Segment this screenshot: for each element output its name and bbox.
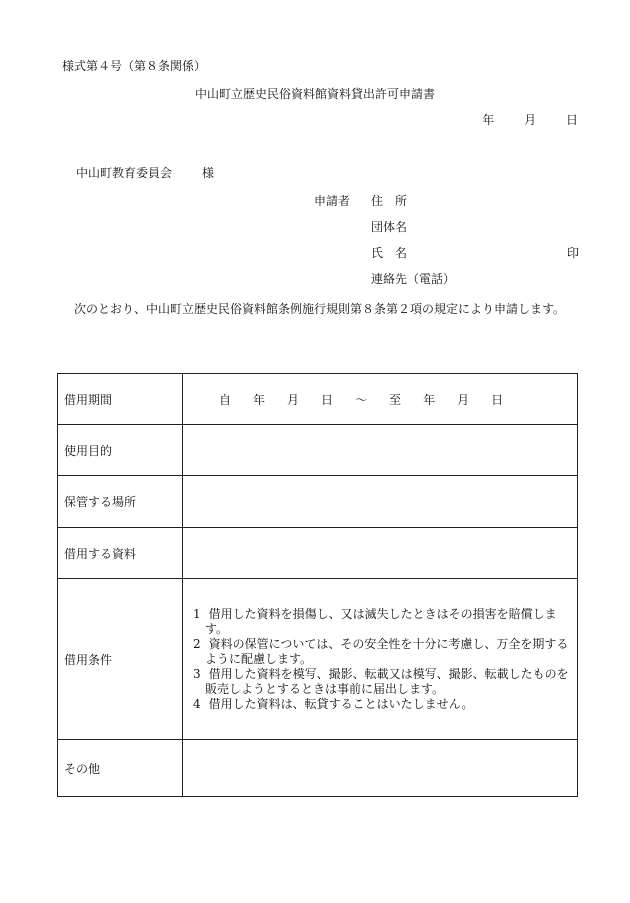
table-row-other: [58, 740, 578, 797]
form-number: 様式第４号（第８条関係）: [62, 59, 207, 73]
addressee-name: 中山町教育委員会: [76, 166, 173, 180]
applicant-address-label: 住 所: [371, 194, 408, 208]
date-year-label: 年: [482, 113, 495, 127]
materials-label: 借用する資料: [58, 528, 183, 579]
storage-location-field[interactable]: [183, 476, 578, 528]
applicant-organization-label: 団体名: [371, 220, 408, 234]
condition-text: 資料の保管については、その安全性を十分に考慮し、万全を期するように配慮します。: [205, 636, 569, 666]
period-to-day: 日: [491, 392, 504, 407]
condition-item: [193, 697, 571, 712]
table-row-period: [58, 374, 578, 425]
condition-text: 借用した資料は、転貸することはいたしません。: [208, 696, 474, 711]
table-row-conditions: [58, 579, 578, 740]
table-row-storage: [58, 476, 578, 528]
period-tilde: ～: [355, 392, 368, 407]
purpose-label: 使用目的: [58, 425, 183, 476]
materials-field[interactable]: [183, 528, 578, 579]
period-label: 借用期間: [58, 374, 183, 425]
applicant-contact-label: 連絡先（電話）: [371, 272, 456, 286]
other-field[interactable]: [183, 740, 578, 797]
condition-number: 4: [193, 696, 201, 711]
period-from-year: 年: [253, 392, 266, 407]
date-month-label: 月: [524, 113, 537, 127]
storage-location-label: 保管する場所: [58, 476, 183, 528]
addressee: [76, 165, 214, 181]
condition-text: 借用した資料を損傷し、又は滅失したときはその損害を賠償します。: [205, 606, 557, 636]
conditions-label: 借用条件: [58, 579, 183, 740]
condition-item: [193, 607, 571, 637]
conditions-list: [189, 607, 577, 712]
period-from: 自: [219, 392, 232, 407]
period-to: 至: [389, 392, 402, 407]
applicant-name-label: 氏 名: [371, 246, 408, 260]
condition-item: [193, 637, 571, 667]
loan-details-table: [57, 373, 578, 797]
seal-mark: 印: [567, 246, 580, 260]
purpose-field[interactable]: [183, 425, 578, 476]
application-date: [456, 112, 578, 128]
condition-number: 1: [193, 606, 201, 621]
conditions-content: [183, 579, 578, 740]
period-field[interactable]: [183, 374, 578, 425]
condition-number: 3: [193, 666, 201, 681]
addressee-honorific: 様: [202, 166, 215, 180]
condition-number: 2: [193, 636, 201, 651]
date-day-label: 日: [565, 113, 578, 127]
condition-item: [193, 667, 571, 697]
applicant-label: 申請者: [314, 194, 351, 208]
period-to-month: 月: [457, 392, 470, 407]
document-title: 中山町立歴史民俗資料館資料貸出許可申請書: [194, 87, 435, 101]
period-from-day: 日: [321, 392, 334, 407]
condition-text: 借用した資料を模写、撮影、転載又は模写、撮影、転載したものを販売しようとするときは事前に届出します。: [205, 666, 569, 696]
table-row-purpose: [58, 425, 578, 476]
other-label: その他: [58, 740, 183, 797]
table-row-materials: [58, 528, 578, 579]
period-from-month: 月: [287, 392, 300, 407]
period-to-year: 年: [423, 392, 436, 407]
period-range: [189, 391, 577, 408]
application-statement: 次のとおり、中山町立歴史民俗資料館条例施行規則第８条第２項の規定により申請します。: [74, 302, 566, 316]
